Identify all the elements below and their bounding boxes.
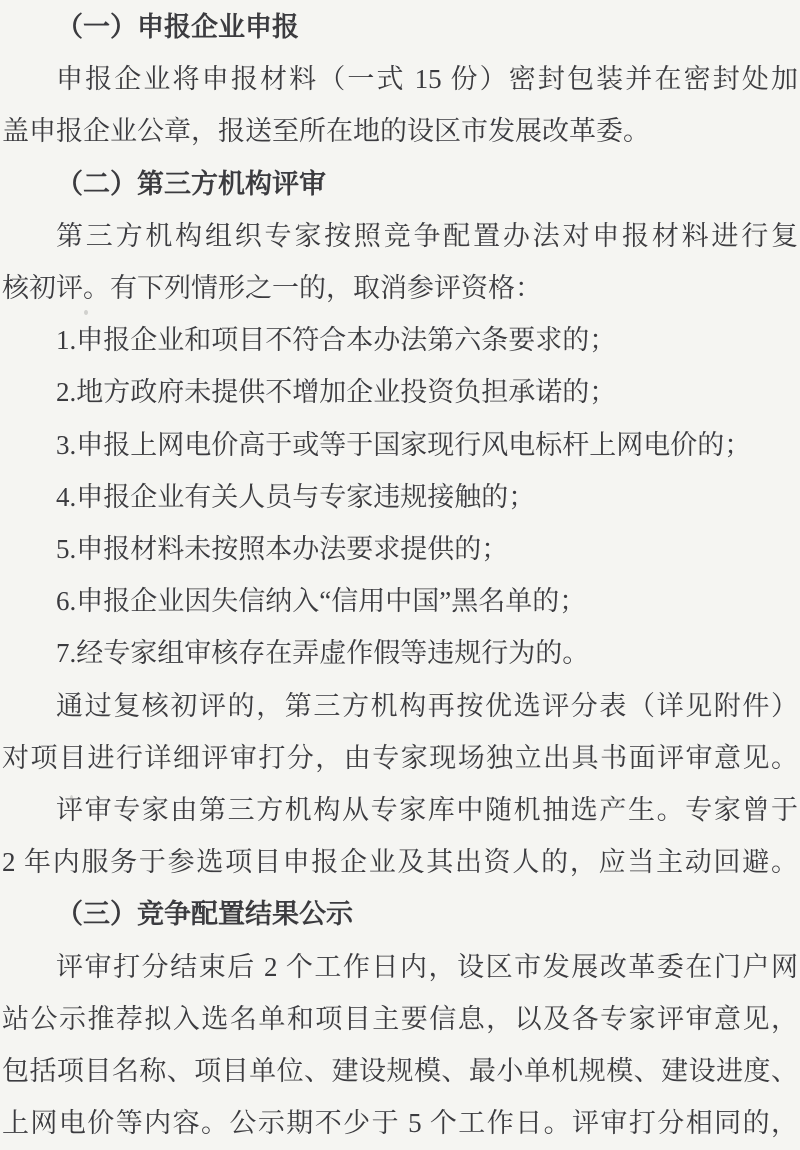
paragraph-line: 评审专家由第三方机构从专家库中随机抽选产生。专家曾于 xyxy=(56,795,798,826)
paragraph-line: 包括项目名称、项目单位、建设规模、最小单机规模、建设进度、 xyxy=(2,1056,798,1087)
paragraph-line: 评审打分结束后 2 个工作日内，设区市发展改革委在门户网 xyxy=(56,951,798,982)
section-heading: （二）第三方机构评审 xyxy=(56,168,326,199)
paragraph-line: 2 年内服务于参选项目申报企业及其出资人的，应当主动回避。 xyxy=(2,847,798,878)
section-heading: （一）申报企业申报 xyxy=(56,12,299,42)
paragraph-line: 申报企业将申报材料（一式 15 份）密封包装并在密封处加 xyxy=(56,64,798,95)
list-item-line: 2.地方政府未提供不增加企业投资负担承诺的； xyxy=(56,377,617,408)
list-item-line: 4.申报企业有关人员与专家违规接触的； xyxy=(56,481,536,512)
list-item-line: 5.申报材料未按照本办法要求提供的； xyxy=(56,534,509,565)
list-item-line: 3.申报上网电价高于或等于国家现行风电标杆上网电价的； xyxy=(56,429,752,460)
list-item-line: 1.申报企业和项目不符合本办法第六条要求的； xyxy=(56,325,617,356)
paragraph-line: 站公示推荐拟入选名单和项目主要信息，以及各专家评审意见， xyxy=(2,1003,798,1034)
section-heading: （三）竞争配置结果公示 xyxy=(56,899,353,930)
paragraph-line: 核初评。有下列情形之一的，取消参评资格： xyxy=(2,273,542,304)
paragraph-line: 对项目进行详细评审打分，由专家现场独立出具书面评审意见。 xyxy=(2,742,798,773)
list-item-line: 7.经专家组审核存在弄虚作假等违规行为的。 xyxy=(56,638,590,669)
paragraph-line: 通过复核初评的，第三方机构再按优选评分表（详见附件） xyxy=(56,690,798,721)
list-item-line: 6.申报企业因失信纳入“信用中国”黑名单的； xyxy=(56,586,587,617)
paragraph-line: 第三方机构组织专家按照竞争配置办法对申报材料进行复 xyxy=(56,220,798,251)
scan-speckle xyxy=(84,310,88,315)
paragraph-line: 上网电价等内容。公示期不少于 5 个工作日。评审打分相同的， xyxy=(2,1108,798,1139)
paragraph-line: 盖申报企业公章，报送至所在地的设区市发展改革委。 xyxy=(2,116,650,147)
scan-speckle xyxy=(70,795,73,801)
